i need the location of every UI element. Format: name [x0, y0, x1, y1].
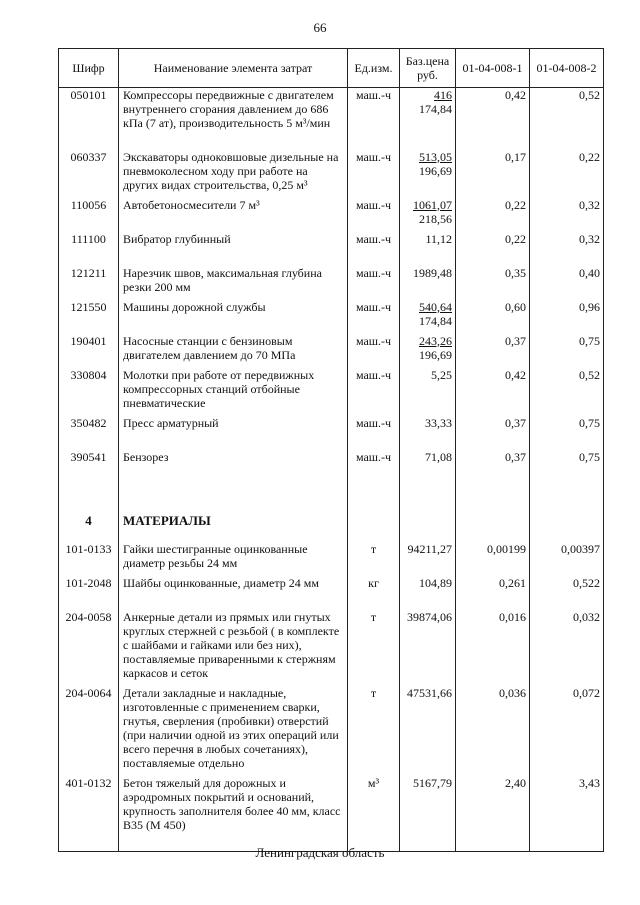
- row-price: [400, 150, 456, 198]
- row-price: [400, 300, 456, 334]
- row-code: 190401: [59, 334, 119, 368]
- row-price-total: 5,25: [431, 367, 452, 382]
- row-unit: маш.-ч: [348, 300, 400, 334]
- row-price: 94211,27: [400, 542, 456, 576]
- row-name: Гайки шестигранные оцинкованные диаметр резьбы 24 мм: [119, 542, 348, 576]
- row-unit: маш.-ч: [348, 198, 400, 232]
- header-code: Шифр: [59, 49, 119, 88]
- row-name: Бензорез: [119, 450, 348, 484]
- row-name: Детали закладные и накладные, изготовленные с применением сварки, гнутья, сверления (пробивки) отверстий (при наличии одной из этих операций или всего перечня в любых сочетаниях), поставляемые отдельно: [119, 686, 348, 776]
- row-unit: маш.-ч: [348, 266, 400, 300]
- header-name: Наименование элемента затрат: [119, 49, 348, 88]
- row-price-total: 11,12: [425, 231, 452, 246]
- row-unit: т: [348, 542, 400, 576]
- row-price: [400, 334, 456, 368]
- row-price: [400, 368, 456, 416]
- table-row: [59, 450, 604, 484]
- table-row: [59, 610, 604, 686]
- row-value-col1: 0,37: [456, 334, 530, 368]
- row-price-total: 540,64: [419, 299, 452, 314]
- table-row: [59, 576, 604, 610]
- row-unit: маш.-ч: [348, 416, 400, 450]
- header-col2: 01-04-008-2: [530, 49, 604, 88]
- row-value-col2: 0,032: [530, 610, 604, 686]
- page-number: 66: [313, 20, 327, 35]
- row-code: 101-0133: [59, 542, 119, 576]
- row-unit: маш.-ч: [348, 450, 400, 484]
- row-code: 111100: [59, 232, 119, 266]
- row-unit: маш.-ч: [348, 334, 400, 368]
- row-name: Компрессоры передвижные с двигателем внутреннего сгорания давлением до 686 кПа (7 ат), производительность 5 м³/мин: [119, 88, 348, 150]
- row-value-col2: 0,75: [530, 416, 604, 450]
- row-unit: маш.-ч: [348, 88, 400, 150]
- row-code: 121211: [59, 266, 119, 300]
- row-price: [400, 232, 456, 266]
- row-value-col1: 0,22: [456, 232, 530, 266]
- section-empty-cell: [456, 510, 530, 542]
- spacer-row: [59, 484, 604, 510]
- row-value-col1: 0,17: [456, 150, 530, 198]
- row-unit: маш.-ч: [348, 368, 400, 416]
- row-value-col2: 3,43: [530, 776, 604, 852]
- footer-region: Ленинградская область: [255, 845, 385, 860]
- row-name: Вибратор глубинный: [119, 232, 348, 266]
- row-price: 5167,79: [400, 776, 456, 852]
- table-row: [59, 300, 604, 334]
- row-code: 350482: [59, 416, 119, 450]
- row-value-col2: 0,52: [530, 368, 604, 416]
- row-price-total: 1989,48: [413, 265, 452, 280]
- row-value-col2: 0,40: [530, 266, 604, 300]
- row-name: Насосные станции с бензиновым двигателем давлением до 70 МПа: [119, 334, 348, 368]
- row-name: Шайбы оцинкованные, диаметр 24 мм: [119, 576, 348, 610]
- table-row: [59, 266, 604, 300]
- row-name: Бетон тяжелый для дорожных и аэродромных покрытий и оснований, крупность заполнителя более 40 мм, класс В35 (М 450): [119, 776, 348, 852]
- row-value-col2: 0,96: [530, 300, 604, 334]
- spacer-cell: [348, 484, 400, 510]
- row-price-wage: 196,69: [419, 163, 452, 178]
- section-number: 4: [59, 510, 119, 542]
- row-value-col2: 0,522: [530, 576, 604, 610]
- row-unit: маш.-ч: [348, 232, 400, 266]
- row-value-col2: 0,32: [530, 198, 604, 232]
- section-title: МАТЕРИАЛЫ: [119, 510, 348, 542]
- row-code: 204-0064: [59, 686, 119, 776]
- row-code: 330804: [59, 368, 119, 416]
- row-price: 39874,06: [400, 610, 456, 686]
- row-unit: маш.-ч: [348, 150, 400, 198]
- row-unit: т: [348, 686, 400, 776]
- row-value-col1: 0,016: [456, 610, 530, 686]
- row-code: 101-2048: [59, 576, 119, 610]
- row-price: [400, 266, 456, 300]
- section-row: [59, 510, 604, 542]
- row-value-col1: 0,37: [456, 450, 530, 484]
- spacer-cell: [119, 484, 348, 510]
- row-price: [400, 416, 456, 450]
- row-price-total: 243,26: [419, 333, 452, 348]
- row-price: [400, 198, 456, 232]
- table-row: [59, 88, 604, 150]
- row-value-col1: 0,42: [456, 88, 530, 150]
- row-code: 204-0058: [59, 610, 119, 686]
- section-empty-cell: [348, 510, 400, 542]
- spacer-cell: [59, 484, 119, 510]
- row-code: 060337: [59, 150, 119, 198]
- table-row: [59, 776, 604, 852]
- row-unit: м³: [348, 776, 400, 852]
- table-row: [59, 334, 604, 368]
- table-row: [59, 232, 604, 266]
- spacer-cell: [530, 484, 604, 510]
- row-price: 47531,66: [400, 686, 456, 776]
- row-unit: т: [348, 610, 400, 686]
- row-name: Нарезчик швов, максимальная глубина резки 200 мм: [119, 266, 348, 300]
- row-price-wage: 218,56: [419, 211, 452, 226]
- row-name: Автобетоносмесители 7 м³: [119, 198, 348, 232]
- row-price-wage: 174,84: [419, 102, 452, 116]
- row-price-wage: 174,84: [419, 313, 452, 328]
- row-value-col1: 0,00199: [456, 542, 530, 576]
- row-value-col2: 0,32: [530, 232, 604, 266]
- resource-table: [58, 48, 604, 852]
- row-code: 110056: [59, 198, 119, 232]
- row-price-total: 513,05: [419, 149, 452, 164]
- row-code: 401-0132: [59, 776, 119, 852]
- row-value-col2: 0,072: [530, 686, 604, 776]
- spacer-cell: [456, 484, 530, 510]
- row-value-col1: 0,261: [456, 576, 530, 610]
- row-price: [400, 450, 456, 484]
- row-value-col2: 0,75: [530, 450, 604, 484]
- row-price-total: 1061,07: [413, 197, 452, 212]
- header-unit: Ед.изм.: [348, 49, 400, 88]
- row-name: Экскаваторы одноковшовые дизельные на пневмоколесном ходу при работе на других видах строительства, 0,25 м³: [119, 150, 348, 198]
- table-header-row: [59, 49, 604, 88]
- row-price-total: 71,08: [425, 449, 452, 464]
- row-price: [400, 88, 456, 150]
- spacer-cell: [400, 484, 456, 510]
- row-price-wage: 196,69: [419, 347, 452, 362]
- row-code: 390541: [59, 450, 119, 484]
- row-value-col2: 0,52: [530, 88, 604, 150]
- table-row: [59, 686, 604, 776]
- row-value-col1: 0,35: [456, 266, 530, 300]
- table-row: [59, 416, 604, 450]
- row-name: Машины дорожной службы: [119, 300, 348, 334]
- row-unit: кг: [348, 576, 400, 610]
- row-name: Молотки при работе от передвижных компрессорных станций отбойные пневматические: [119, 368, 348, 416]
- row-price-total: 416: [434, 88, 452, 102]
- row-value-col1: 0,60: [456, 300, 530, 334]
- row-value-col1: 0,036: [456, 686, 530, 776]
- section-empty-cell: [400, 510, 456, 542]
- row-price-total: 33,33: [425, 415, 452, 430]
- table-row: [59, 150, 604, 198]
- row-code: 121550: [59, 300, 119, 334]
- row-value-col2: 0,00397: [530, 542, 604, 576]
- row-name: Анкерные детали из прямых или гнутых круглых стержней с резьбой ( в комплекте с шайбами и гайками или без них), поставляемые приваренными к стержням каркасов и сеток: [119, 610, 348, 686]
- table-row: [59, 542, 604, 576]
- row-value-col2: 0,75: [530, 334, 604, 368]
- row-name: Пресс арматурный: [119, 416, 348, 450]
- row-value-col1: 0,37: [456, 416, 530, 450]
- table-row: [59, 198, 604, 232]
- row-value-col1: 0,42: [456, 368, 530, 416]
- header-col1: 01-04-008-1: [456, 49, 530, 88]
- header-price: Баз.цена руб.: [400, 49, 456, 88]
- row-value-col1: 0,22: [456, 198, 530, 232]
- row-code: 050101: [59, 88, 119, 150]
- row-value-col2: 0,22: [530, 150, 604, 198]
- row-value-col1: 2,40: [456, 776, 530, 852]
- row-price: 104,89: [400, 576, 456, 610]
- table-row: [59, 368, 604, 416]
- section-empty-cell: [530, 510, 604, 542]
